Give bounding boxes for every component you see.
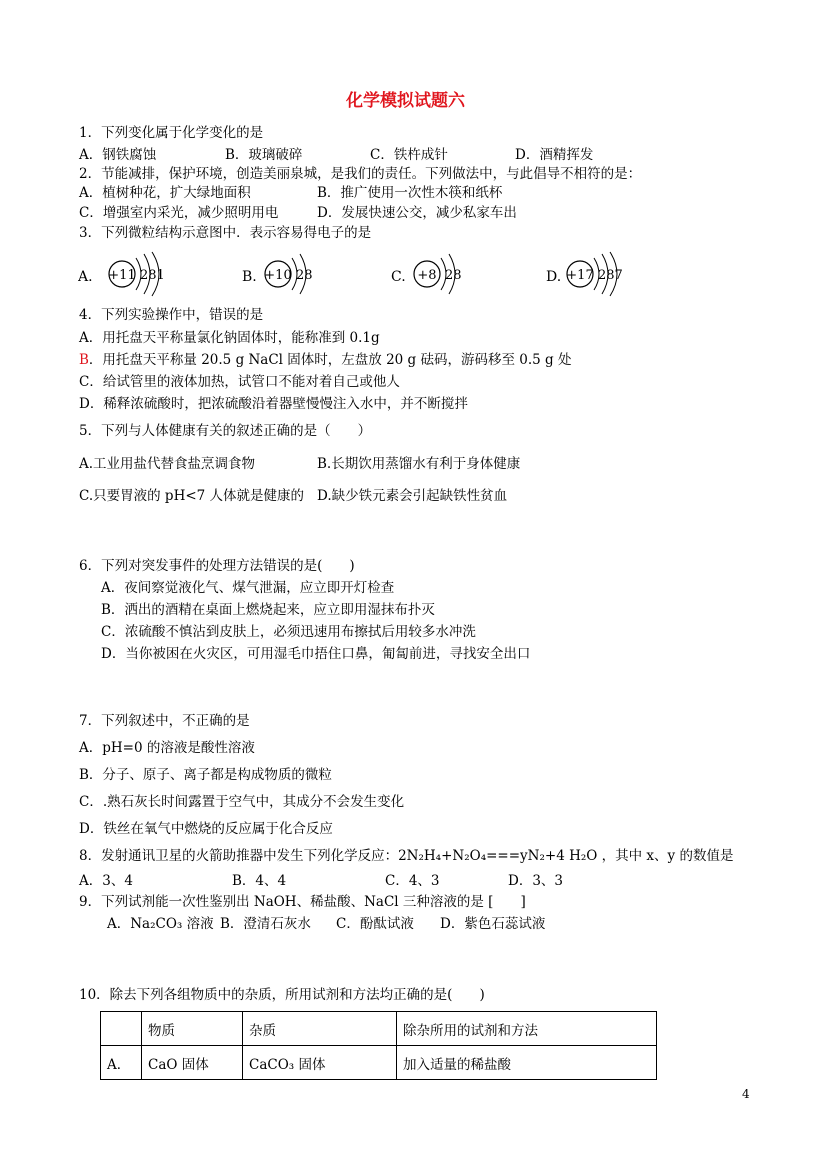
q4-option-a: A．用托盘天平称量氯化钠固体时，能称准到 0.1g: [79, 330, 380, 346]
table-header-cell: 物质: [142, 1012, 243, 1046]
q5-option-c: C.只要胃液的 pH<7 人体就是健康的: [79, 488, 305, 504]
atom-letter: B.: [242, 269, 257, 285]
q1-option-c: C．铁杵成针: [370, 147, 448, 163]
q4-stem: 4．下列实验操作中，错误的是: [79, 307, 264, 323]
q5-stem: 5．下列与人体健康有关的叙述正确的是（ ）: [79, 423, 372, 439]
q2-stem: 2．节能减排，保护环境，创造美丽泉城，是我们的责任。下列做法中，与此倡导不相符的是：: [79, 166, 642, 182]
q4-option-b-letter: B: [79, 352, 89, 368]
q8-option-c: C．4、3: [385, 873, 440, 889]
table-cell: A．: [101, 1046, 142, 1080]
q6-option-a: A．夜间察觉液化气、煤气泄漏，应立即开灯检查: [101, 580, 395, 596]
q9-stem: 9．下列试剂能一次性鉴别出 NaOH、稀盐酸、NaCl 三种溶液的是 [ ]: [79, 894, 526, 910]
atom-letter: D.: [546, 269, 562, 285]
atom-shells: 281: [140, 268, 165, 283]
q1-option-a: A．钢铁腐蚀: [79, 147, 157, 163]
page-number: 4: [742, 1087, 750, 1101]
q8-option-d: D．3、3: [508, 873, 564, 889]
table-header-cell: 杂质: [243, 1012, 397, 1046]
q3-stem: 3．下列微粒结构示意图中．表示容易得电子的是: [79, 225, 372, 241]
q2-option-d: D．发展快速公交，减少私家车出: [317, 205, 517, 221]
q5-option-b: B.长期饮用蒸馏水有利于身体健康: [317, 456, 521, 472]
atom-letter: A.: [78, 269, 93, 285]
q9-option-d: D．紫色石蕊试液: [440, 916, 546, 932]
q2-option-b: B．推广使用一次性木筷和纸杯: [317, 185, 503, 201]
q9-option-a: A．Na₂CO₃ 溶液: [107, 916, 214, 932]
table-header-cell: [101, 1012, 142, 1046]
q4-option-b: [79, 351, 571, 369]
q9-option-c: C．酚酞试液: [336, 916, 414, 932]
atom-shells: 287: [598, 268, 623, 283]
q7-option-c: C．.熟石灰长时间露置于空气中，其成分不会发生变化: [79, 794, 405, 810]
table-header-row: [101, 1012, 657, 1046]
q1-stem: 1．下列变化属于化学变化的是: [79, 125, 264, 141]
page-title: 化学模拟试题六: [346, 91, 465, 111]
atom-shells: 28: [296, 268, 313, 283]
table-row: [101, 1046, 657, 1080]
q8-option-b: B．4、4: [232, 873, 287, 889]
q10-stem: 10．除去下列各组物质中的杂质，所用试剂和方法均正确的是( ): [79, 987, 485, 1003]
q1-option-b: B．玻璃破碎: [225, 147, 303, 163]
atom-shells: 28: [445, 268, 462, 283]
q8-option-a: A．3、4: [79, 873, 133, 889]
q8-stem: 8．发射通讯卫星的火箭助推器中发生下列化学反应：2N₂H₄+N₂O₄===yN₂+4 H₂O ，其中 x、y 的数值是: [79, 848, 734, 864]
q9-option-b: B．澄清石灰水: [220, 916, 311, 932]
atom-nucleus: +10: [264, 268, 292, 283]
atom-nucleus: +11: [108, 268, 136, 283]
atom-letter: C.: [391, 269, 406, 285]
q4-option-d: D．稀释浓硫酸时，把浓硫酸沿着器壁慢慢注入水中，并不断搅拌: [79, 396, 468, 412]
atom-diagram-c: [391, 250, 481, 304]
atom-nucleus: +17: [566, 268, 594, 283]
q2-option-a: A．植树种花，扩大绿地面积: [79, 185, 251, 201]
q7-option-a: A．pH=0 的溶液是酸性溶液: [79, 740, 255, 756]
table-cell: CaO 固体: [142, 1046, 243, 1080]
atom-diagram-b: [242, 250, 332, 304]
table-cell: CaCO₃ 固体: [243, 1046, 397, 1080]
q6-option-d: D．当你被困在火灾区，可用湿毛巾捂住口鼻，匍匐前进，寻找安全出口: [101, 646, 531, 662]
q5-option-d: D.缺少铁元素会引起缺铁性贫血: [317, 488, 508, 504]
q7-option-d: D．铁丝在氧气中燃烧的反应属于化合反应: [79, 821, 333, 837]
atom-nucleus: +8: [417, 268, 437, 283]
q1-option-d: D．酒精挥发: [515, 147, 594, 163]
q2-option-c: C．增强室内采光，减少照明用电: [79, 205, 279, 221]
q4-option-b-text: ．用托盘天平称量 20.5 g NaCl 固体时，左盘放 20 g 砝码，游码移至 0.5 g 处: [88, 352, 572, 368]
atom-diagram-a: [78, 250, 178, 304]
q6-option-c: C．浓硫酸不慎沾到皮肤上，必须迅速用布擦拭后用较多水冲洗: [101, 624, 476, 640]
q4-option-c: C．给试管里的液体加热，试管口不能对着自己或他人: [79, 374, 400, 390]
q5-option-a: A.工业用盐代替食盐烹调食物: [79, 456, 256, 472]
q10-table: [100, 1011, 657, 1080]
q6-stem: 6．下列对突发事件的处理方法错误的是( ): [79, 558, 355, 574]
q7-stem: 7．下列叙述中，不正确的是: [79, 713, 250, 729]
atom-diagram-d: [546, 250, 646, 304]
table-header-cell: 除杂所用的试剂和方法: [397, 1012, 657, 1046]
table-cell: 加入适量的稀盐酸: [397, 1046, 657, 1080]
q7-option-b: B．分子、原子、离子都是构成物质的微粒: [79, 767, 332, 783]
q6-option-b: B．洒出的酒精在桌面上燃烧起来，应立即用湿抹布扑灭: [101, 602, 435, 618]
